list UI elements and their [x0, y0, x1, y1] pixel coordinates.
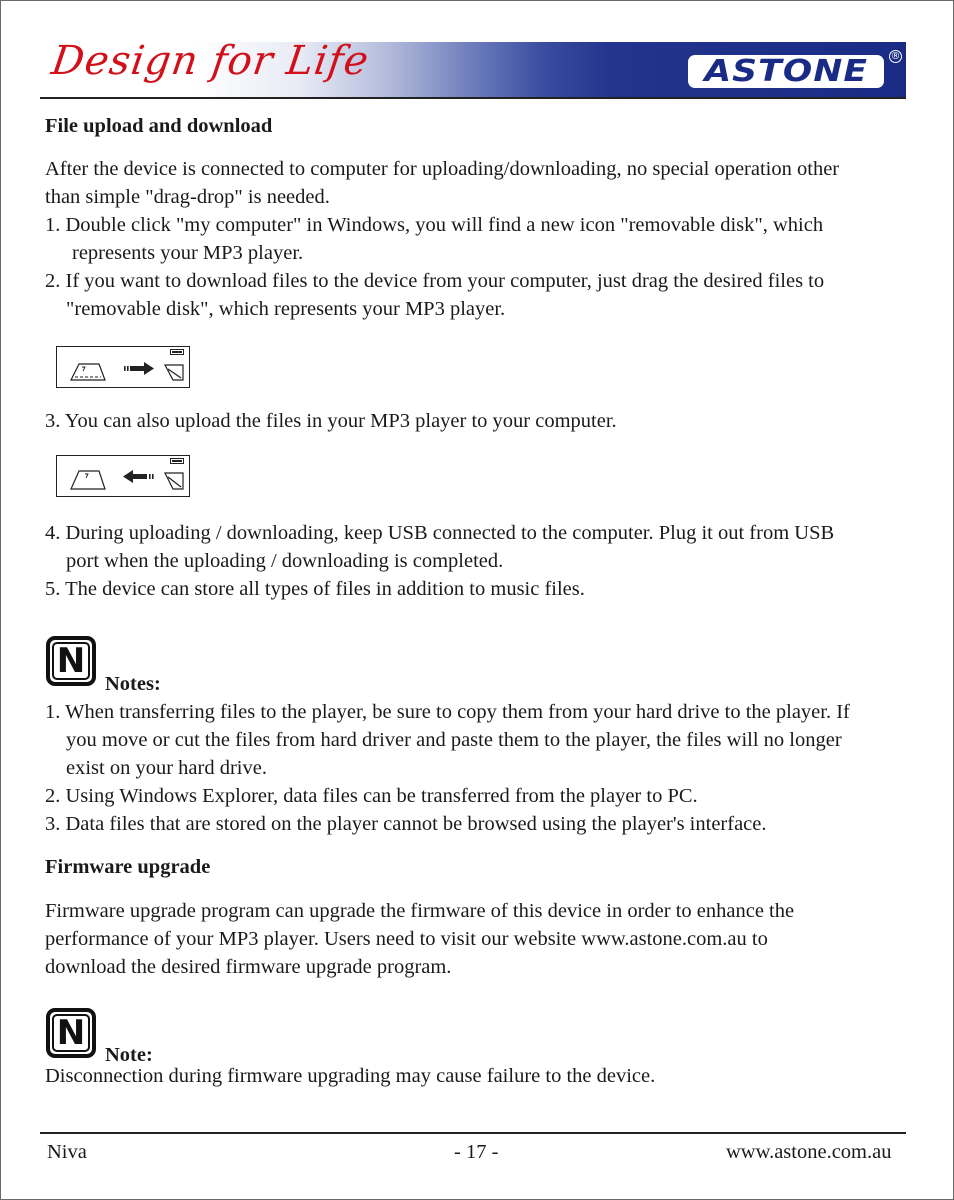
step-5: 5. The device can store all types of files in addition to music files.	[45, 578, 585, 600]
note-1-line-1: 1. When transferring files to the player, be sure to copy them from your hard drive to the player. If	[45, 701, 850, 723]
notes-label: Notes:	[105, 673, 161, 695]
lcd-upload-illustration	[56, 455, 190, 497]
note-icon-letter: N	[56, 641, 86, 681]
note-label: Note:	[105, 1044, 153, 1066]
note-icon-letter: N	[56, 1013, 86, 1053]
firmware-text-line-2: performance of your MP3 player. Users need to visit our website www.astone.com.au to	[45, 928, 768, 950]
header-rule	[40, 97, 906, 99]
upload-arrow-icon	[57, 456, 188, 495]
section-heading-upload: File upload and download	[45, 115, 273, 137]
step-2-line-2: "removable disk", which represents your MP3 player.	[66, 298, 506, 320]
footer-model-name: Niva	[47, 1141, 87, 1163]
brand-tagline: Design for Life	[48, 38, 372, 84]
step-3: 3. You can also upload the files in your MP3 player to your computer.	[45, 410, 617, 432]
lcd-download-illustration	[56, 346, 190, 388]
note-n-icon	[46, 636, 96, 686]
intro-text-line-2: than simple "drag-drop" is needed.	[45, 186, 330, 208]
note-n-icon	[46, 1008, 96, 1058]
step-1-line-2: represents your MP3 player.	[72, 242, 304, 264]
note-disconnection-text: Disconnection during firmware upgrading may cause failure to the device.	[45, 1065, 656, 1087]
logo-text: ASTONE	[704, 54, 868, 89]
firmware-text-line-3: download the desired firmware upgrade program.	[45, 956, 452, 978]
step-1-line-1: 1. Double click "my computer" in Windows, you will find a new icon "removable disk", which	[45, 214, 824, 236]
footer-rule	[40, 1132, 906, 1134]
firmware-text-line-1: Firmware upgrade program can upgrade the firmware of this device in order to enhance the	[45, 900, 795, 922]
astone-logo	[688, 55, 884, 88]
section-heading-firmware: Firmware upgrade	[45, 856, 211, 878]
download-arrow-icon	[57, 347, 188, 386]
note-3: 3. Data files that are stored on the player cannot be browsed using the player's interface.	[45, 813, 767, 835]
step-4-line-1: 4. During uploading / downloading, keep USB connected to the computer. Plug it out from USB	[45, 522, 835, 544]
note-2: 2. Using Windows Explorer, data files can be transferred from the player to PC.	[45, 785, 698, 807]
page-number: - 17 -	[454, 1141, 499, 1163]
note-1-line-2: you move or cut the files from hard driver and paste them to the player, the files will no longer	[66, 729, 842, 751]
step-4-line-2: port when the uploading / downloading is completed.	[66, 550, 504, 572]
note-1-line-3: exist on your hard drive.	[66, 757, 267, 779]
registered-mark: ®	[890, 51, 901, 62]
footer-website: www.astone.com.au	[726, 1141, 892, 1163]
step-2-line-1: 2. If you want to download files to the device from your computer, just drag the desired files to	[45, 270, 825, 292]
intro-text-line-1: After the device is connected to computer for uploading/downloading, no special operation other	[45, 158, 840, 180]
